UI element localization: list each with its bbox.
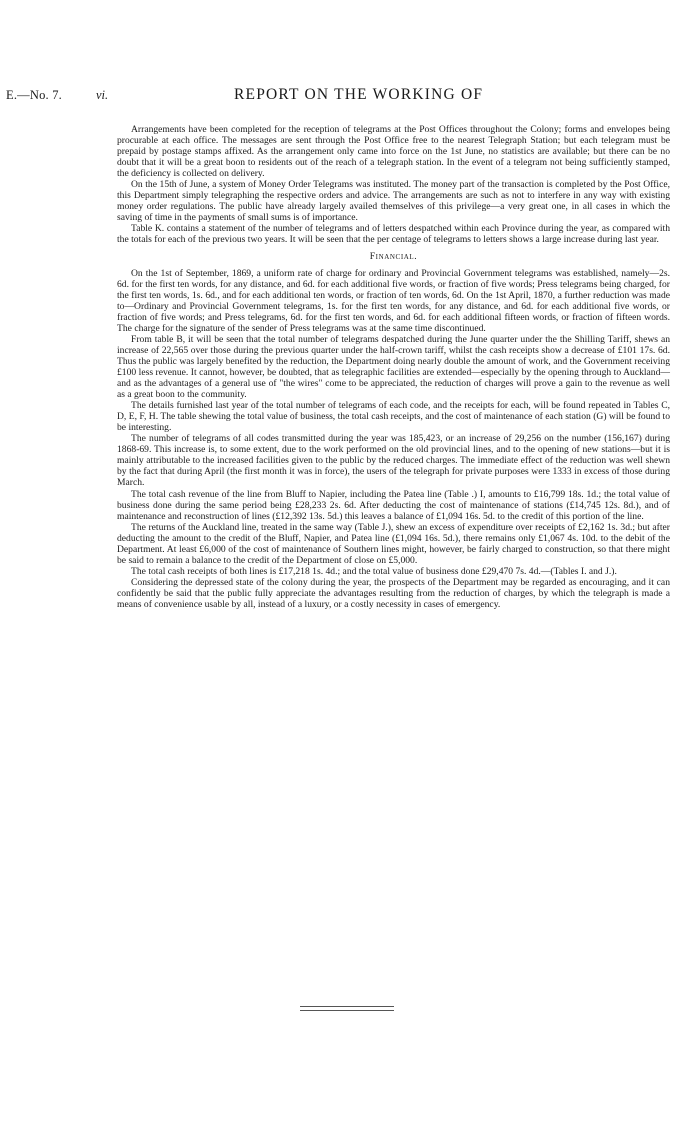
paragraph-post-office-telegrams: Arrangements have been completed for the reception of telegrams at the Post Offices throughout the Colony; forms and envelopes being procurable at each office. The messages are sent through the Post Office free to the nearest Telegraph Station; but each telegram must be prepaid by postage stamps affixed. As the arrangement only came into force on the 1st June, no statistics are available; but there can be no doubt that it will be a great boon to residents out of the reach of a telegraph station. In the event of a telegram not being sufficiently stamped, the deficiency is collected on delivery.: [117, 124, 670, 180]
paragraph-rate-of-charge: On the 1st of September, 1869, a uniform rate of charge for ordinary and Provincial Government telegrams was established, namely—2s. 6d. for the first ten words, for any distance, and 6d. for each additional five words, or fraction of five words; Press telegrams being charged, for the first ten words, 1s. 6d., and for each additional ten words, or fraction of ten words, 6d. On the 1st April, 1870, a further reduction was made to—Ordinary and Provincial Government telegrams, 1s. for the first ten words, for any distance, and 6d. for each additional five words, or fraction of five words; and Press telegrams, 6d. for the first ten words, and 6d. for each additional fifteen words, or fraction of fifteen words. The charge for the signature of the sender of Press telegrams was at the same time discontinued.: [117, 267, 670, 334]
paragraph-table-b: From table B, it will be seen that the total number of telegrams despatched during the June quarter under the the Shilling Tariff, shews an increase of 22,565 over those during the previous quarter under the half-crown tariff, whilst the cash receipts show a decrease of £101 17s. 6d. Thus the public was largely benefited by the reduction, the Department doing nearly double the amount of work, and the Government receiving £100 less revenue. It cannot, however, be doubted, that as telegraphic facilities are extended—especially by the opening through to Auckland—and as the advantages of a general use of "the wires" come to be appreciated, the reduction of charges will prove a gain to the revenue as well as a great boon to the community.: [117, 333, 670, 401]
document-reference: E.—No. 7.: [6, 88, 62, 102]
paragraph-conclusion: Considering the depressed state of the colony during the year, the prospects of the Department may be regarded as encouraging, and it can confidently be said that the public fully appreciate the advantages resulting from the reduction of charges, by which the telegraph is made a means of convenience usable by all, instead of a luxury, or a costly necessity in cases of emergency.: [117, 576, 670, 610]
report-body: [117, 124, 670, 610]
paragraph-money-order-telegrams: On the 15th of June, a system of Money Order Telegrams was instituted. The money part of the transaction is completed by the Post Office, this Department simply telegraphing the respective orders and advice. The arrangements are such as not to interfere in any way with existing money order regulations. The public have already largely availed themselves of this privilege—a very great one, in all cases in which the saving of time in the payments of small sums is of importance.: [117, 179, 670, 224]
running-title: REPORT ON THE WORKING OF: [234, 86, 484, 103]
paragraph-total-cash-receipts: The total cash receipts of both lines is £17,218 1s. 4d.; and the total value of business done £29,470 7s. 4d.—(Tables I. and J.).: [131, 565, 617, 577]
paragraph-number-of-telegrams: The number of telegrams of all codes transmitted during the year was 185,423, or an increase of 29,256 on the number (156,167) during 1868-69. This increase is, to some extent, due to the work performed on the old provincial lines, and to the opening of new stations—but it is mainly attributable to the increased facilities given to the public by the reduced charges. The immediate effect of the reduction was well shewn by the fact that during April (the first month it was in force), the users of the telegraph for private purposes were 1333 in excess of those during March.: [117, 433, 670, 489]
page-header: [0, 86, 700, 108]
closing-rule-bottom: [300, 1010, 394, 1011]
paragraph-auckland-line: The returns of the Auckland line, treated in the same way (Table J.), shew an excess of expenditure over receipts of £2,162 1s. 3d.; but after deducting the amount to the credit of the Bluff, Napier, and Patea line (£1,094 16s. 5d.), there remains only £1,067 4s. 10d. to the debit of the Department. At least £6,000 of the cost of maintenance of Southern lines might, however, be fairly charged to construction, so that there might be said to remain a balance to the credit of the Department of close on £5,000.: [117, 521, 670, 566]
paragraph-bluff-napier-revenue: The total cash revenue of the line from Bluff to Napier, including the Patea line (Table .) I, amounts to £16,799 18s. 1d.; the total value of business done during the same period being £28,233 2s. 6d. After deducting the cost of maintenance of stations (£14,745 12s. 8d.), and of maintenance and reconstruction of lines (£12,392 13s. 5d.) this leaves a balance of £1,094 16s. 5d. to the credit of this portion of the line.: [117, 488, 670, 522]
paragraph-table-k: Table K. contains a statement of the number of telegrams and of letters despatched within each Province during the year, as compared with the totals for each of the previous two years. It will be seen that the per centage of telegrams to letters shows a large increase during last year.: [117, 223, 670, 246]
closing-rule-top: [300, 1006, 394, 1007]
section-heading-financial: Financial.: [369, 250, 418, 262]
paragraph-tables-c-to-h: The details furnished last year of the total number of telegrams of each code, and the receipts for each, will be found repeated in Tables C, D, E, F, H. The table shewing the total value of business, the total cash receipts, and the cost of maintenance of each station (G) will be found to be interesting.: [117, 400, 670, 434]
page-number: vi.: [96, 88, 109, 102]
